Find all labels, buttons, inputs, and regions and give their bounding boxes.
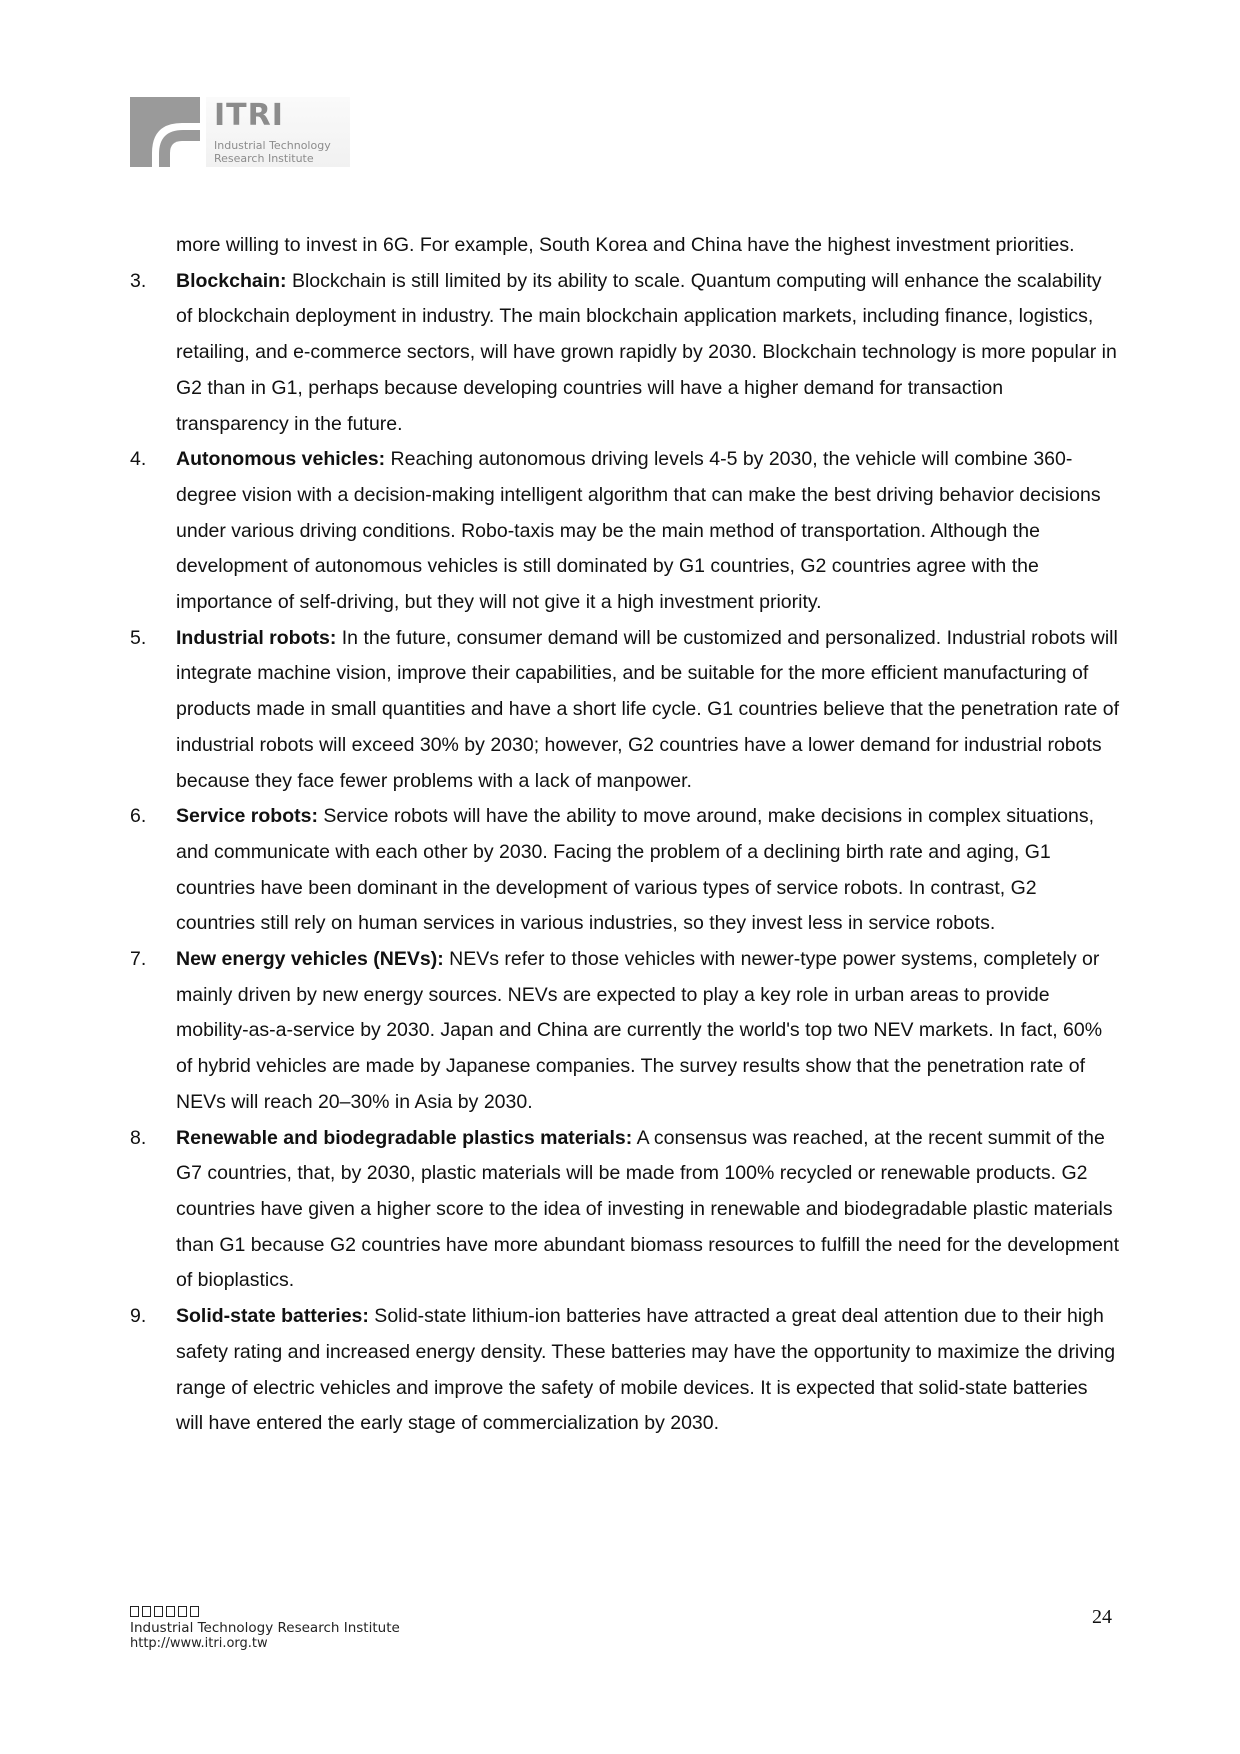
list-item-text [176, 1121, 1120, 1300]
list-item-text [176, 942, 1120, 1121]
list-number: 6. [130, 805, 147, 828]
missing-glyph-box [154, 1606, 163, 1617]
list-number: 5. [130, 626, 147, 649]
item-description: Reaching autonomous driving levels 4-5 by 2030, the vehicle will combine 360-degree vision with a decision-making intelligent algorithm that can make the best driving behavior decisions under various driving conditions. Robo-taxis may be the main method of transportation. Although the development of autonomous vehicles is still dominated by G1 countries, G2 countries agree with the importance of self-driving, but they will not give it a high investment priority. [176, 448, 1101, 614]
item-description: Solid-state lithium-ion batteries have attracted a great deal attention due to their high safety rating and increased energy density. These batteries may have the opportunity to maximize the driving range of electric vehicles and improve the safety of mobile devices. It is expected that solid-state batteries will have entered the early stage of commercialization by 2030. [176, 1305, 1116, 1435]
list-item-text [176, 264, 1120, 443]
item-description: Blockchain is still limited by its ability to scale. Quantum computing will enhance the scalability of blockchain deployment in industry. The main blockchain application markets, including finance, logistics, retailing, and e-commerce sectors, will have grown rapidly by 2030. Blockchain technology is more popular in G2 than in G1, perhaps because developing countries will have a higher demand for transaction transparency in the future. [176, 269, 1117, 435]
footer-org-name: Industrial Technology Research Institute [130, 1620, 400, 1636]
page-number: 24 [1092, 1606, 1112, 1628]
list-number: 4. [130, 448, 147, 471]
missing-glyph-box [166, 1606, 175, 1617]
itri-logo [130, 97, 350, 167]
missing-glyph-box [190, 1606, 199, 1617]
list-number: 9. [130, 1305, 147, 1328]
item-description: NEVs refer to those vehicles with newer-type power systems, completely or mainly driven by new energy sources. NEVs are expected to play a key role in urban areas to provide mobility-as-a-service by 2030. Japan and China are currently the world's top two NEV markets. In fact, 60% of hybrid vehicles are made by Japanese companies. The survey results show that the penetration rate of NEVs will reach 20–30% in Asia by 2030. [176, 948, 1103, 1113]
item-term: Service robots: [176, 805, 318, 828]
itri-emblem-icon [130, 97, 200, 167]
item-term: Industrial robots: [176, 626, 337, 649]
item-term: Blockchain: [176, 269, 287, 292]
logo-subtitle-line1: Industrial Technology [214, 139, 331, 152]
item-term: Autonomous vehicles: [176, 448, 386, 471]
list-item-text [176, 799, 1120, 942]
list-item-text [176, 442, 1120, 621]
continued-paragraph: more willing to invest in 6G. For example, South Korea and China have the highest investment priorities. [176, 234, 1075, 256]
list-number: 8. [130, 1126, 147, 1149]
list-item-solid-state-batteries [130, 1299, 1120, 1442]
list-item-new-energy-vehicles [130, 942, 1120, 1121]
list-number: 7. [130, 948, 147, 971]
missing-glyph-box [178, 1606, 187, 1617]
item-term: Solid-state batteries: [176, 1305, 369, 1328]
item-term: New energy vehicles (NEVs): [176, 948, 444, 971]
missing-glyph-box [142, 1606, 151, 1617]
list-item-renewable-plastics [130, 1121, 1120, 1300]
footer-url-link[interactable]: http://www.itri.org.tw [130, 1636, 268, 1651]
item-description: A consensus was reached, at the recent summit of the G7 countries, that, by 2030, plastic materials will be made from 100% recycled or renewable products. G2 countries have given a higher score to the idea of investing in renewable and biodegradable plastic materials than G1 because G2 countries have more abundant biomass resources to fulfill the need for the development of bioplastics. [176, 1126, 1120, 1292]
list-item-autonomous-vehicles [130, 442, 1120, 621]
list-item-text [176, 1299, 1120, 1442]
item-description: In the future, consumer demand will be customized and personalized. Industrial robots will integrate machine vision, improve their capabilities, and be suitable for the more efficient manufacturing of products made in small quantities and have a short life cycle. G1 countries believe that the penetration rate of industrial robots will exceed 30% by 2030; however, G2 countries have a lower demand for industrial robots because they face fewer problems with a lack of manpower. [176, 626, 1120, 792]
list-number: 3. [130, 269, 147, 292]
logo-title: ITRI [214, 98, 284, 133]
page-footer [130, 1606, 400, 1652]
logo-subtitle-line2: Research Institute [214, 152, 314, 165]
item-term: Renewable and biodegradable plastics materials: [176, 1126, 633, 1149]
list-item-service-robots [130, 799, 1120, 942]
document-body [130, 228, 1120, 1442]
list-item-text [176, 621, 1120, 800]
logo-wordmark [206, 97, 350, 167]
missing-glyph-box [130, 1606, 139, 1617]
missing-glyph-boxes [130, 1606, 400, 1617]
item-description: Service robots will have the ability to move around, make decisions in complex situations, and communicate with each other by 2030. Facing the problem of a declining birth rate and aging, G1 countries have been dominant in the development of various types of service robots. In contrast, G2 countries still rely on human services in various industries, so they invest less in service robots. [176, 805, 1095, 935]
list-item-blockchain [130, 264, 1120, 443]
list-item-industrial-robots [130, 621, 1120, 800]
